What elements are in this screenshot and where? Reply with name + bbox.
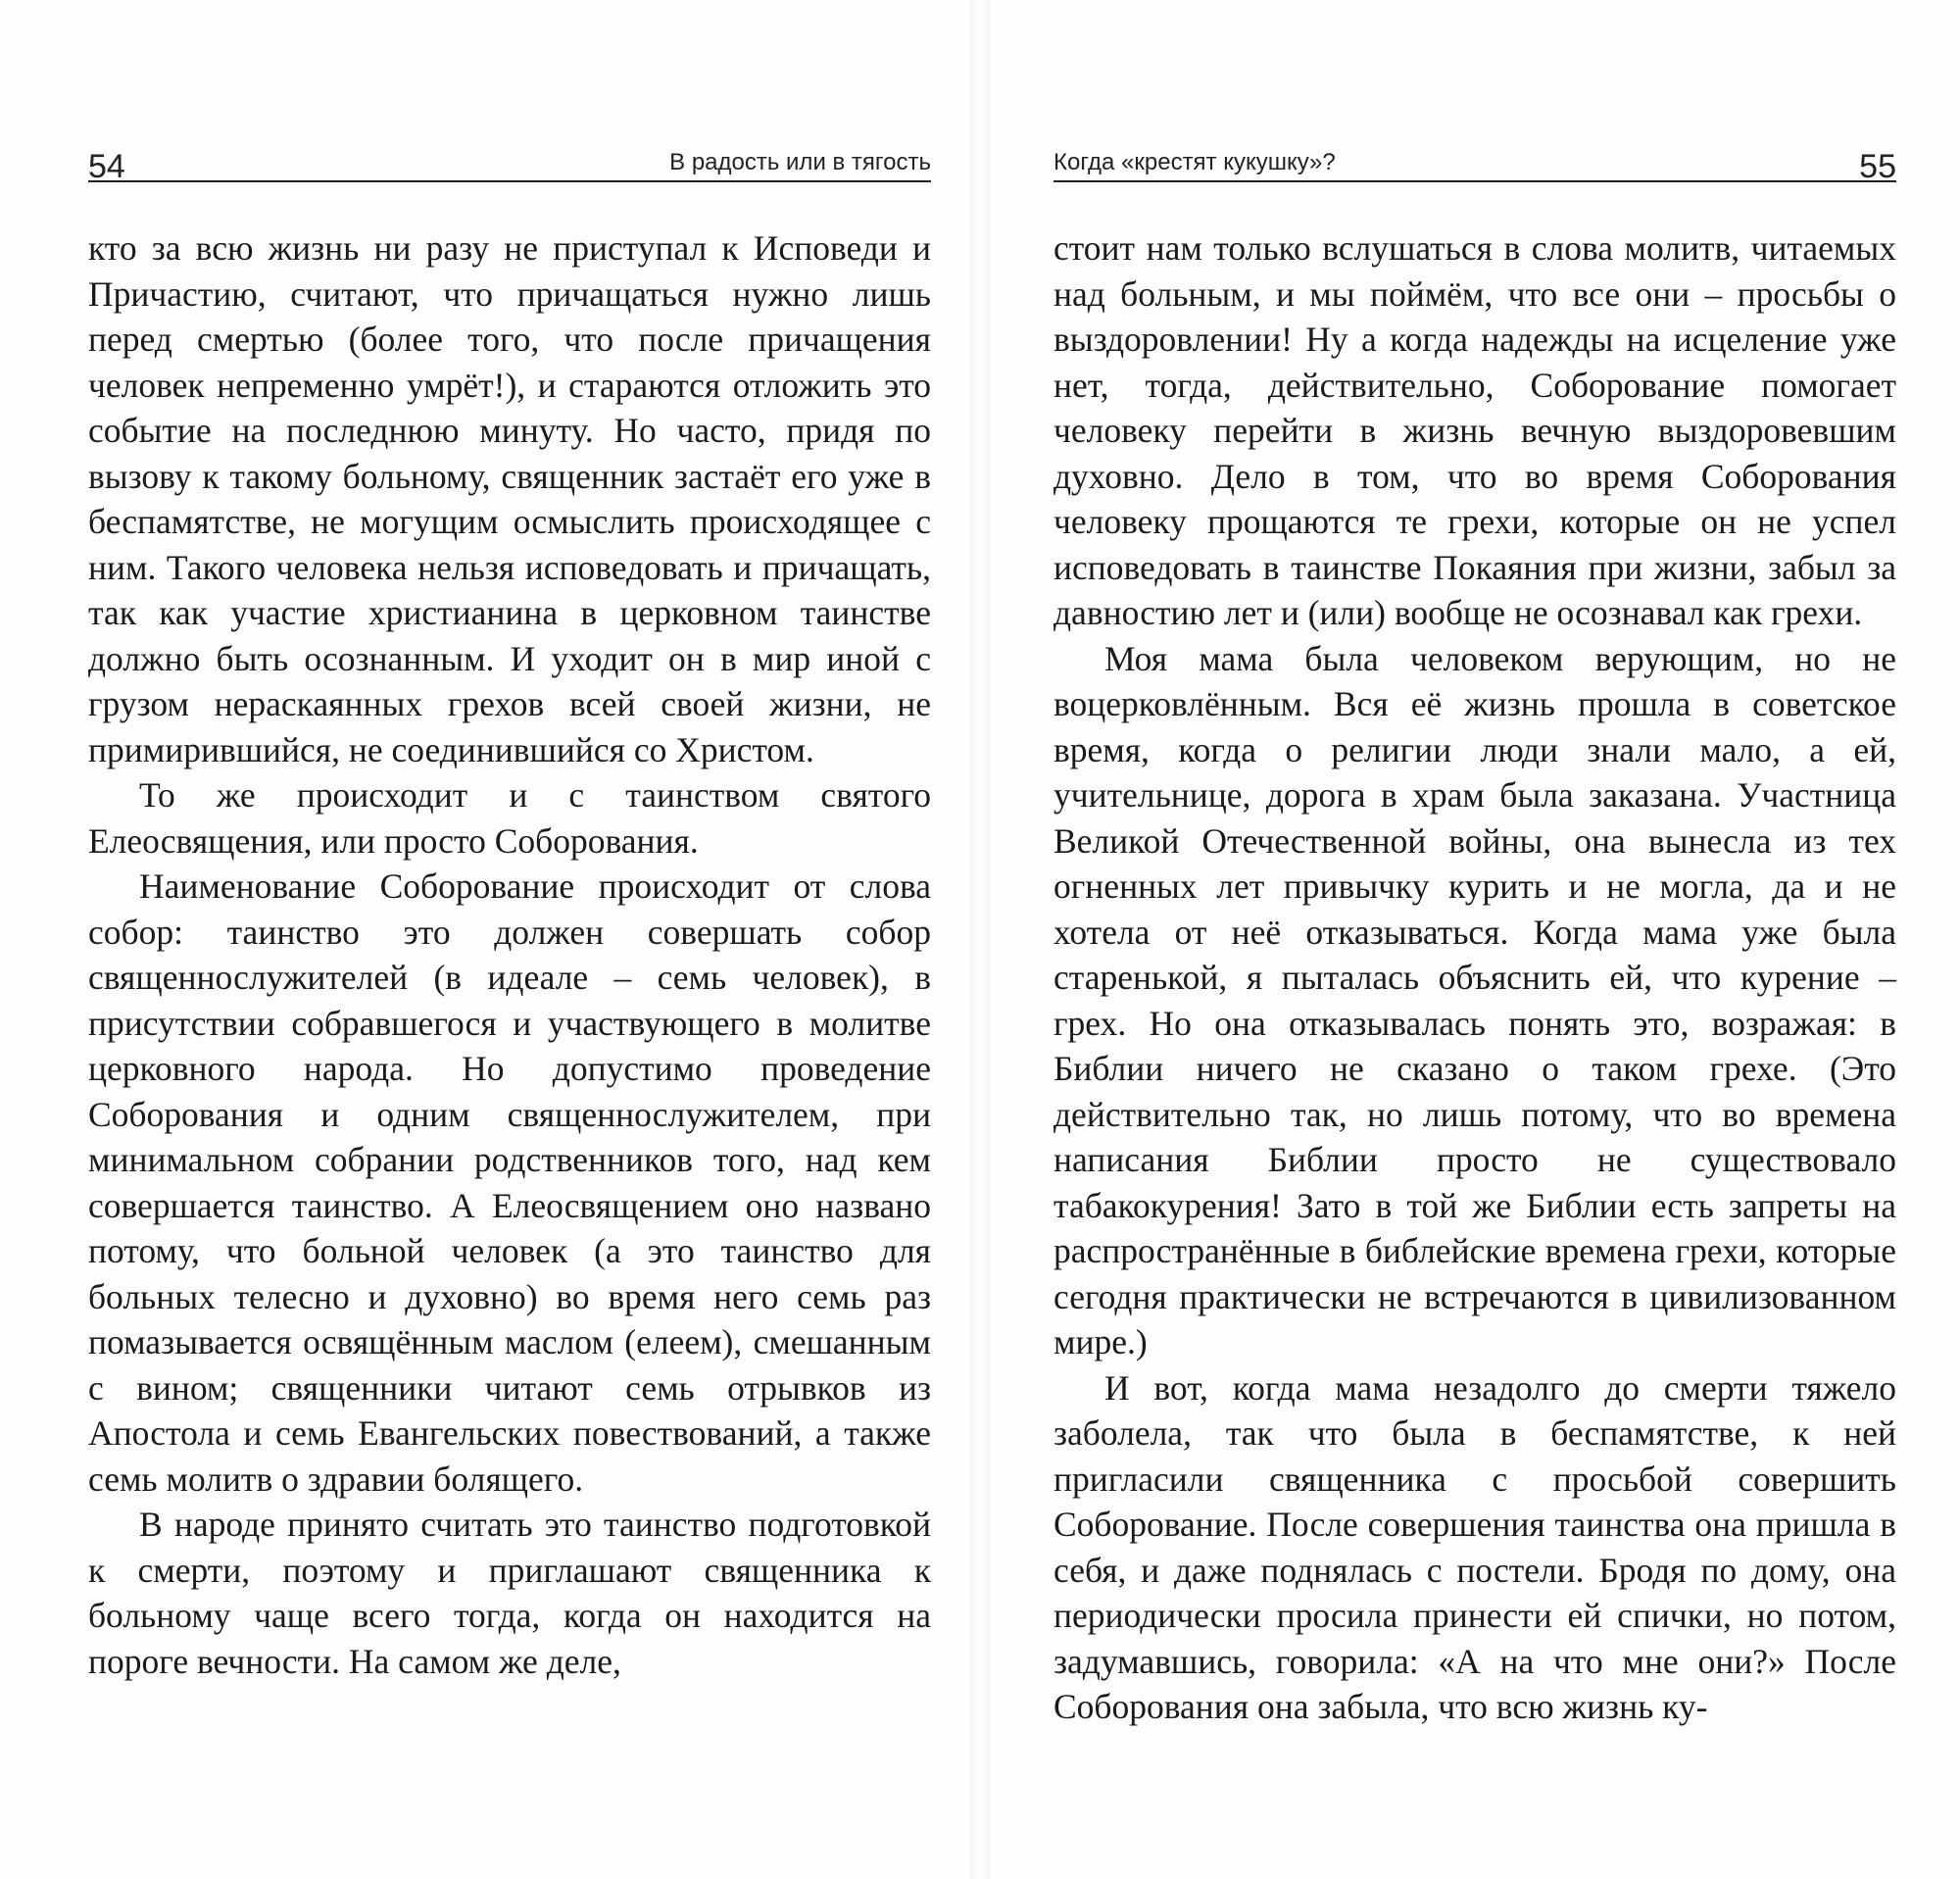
- right-paragraph-1: стоит нам только вслушаться в слова молитв, читаемых над больным, и мы поймём, что все они – просьбы о выздоровлении! Ну а когда надежды на исцеление уже нет, тогда, действительно, Соборование помогает человеку перейти в жизнь вечную выздоровевшим духовно. Дело в том, что во время Соборования человеку прощаются те грехи, которые он не успел исповедовать в таинстве Покаяния при жизни, забыл за давностию лет и (или) вообще не осознавал как грехи.: [1054, 228, 1896, 632]
- right-paragraph-2: Моя мама была человеком верующим, но не воцерковлённым. Вся её жизнь прошла в советское время, когда о религии люди знали мало, а ей, учительнице, дорога в храм была заказана. Участница Великой Отечественной войны, она вынесла из тех огненных лет привычку курить и не могла, да и не хотела от неё отказываться. Когда мама уже была старенькой, я пыталась объяснить ей, что курение – грех. Но она отказывалась понять это, возражая: в Библии ничего не сказано о таком грехе. (Это действительно так, но лишь потому, что во времена написания Библии просто не существовало табакокурения! Зато в той же Библии есть запреты на распространённые в библейские времена грехи, которые сегодня практически не встречаются в цивилизованном мире.): [1054, 638, 1896, 1361]
- book-gutter: [970, 0, 990, 1879]
- left-paragraph-4: В народе принято считать это таинство подготовкой к смерти, поэтому и приглашают священника к больному чаще всего тогда, когда он находится на пороге вечности. На самом же деле,: [88, 1505, 931, 1681]
- right-page-number: 55: [1859, 148, 1896, 185]
- left-running-title: В радость или в тягость: [669, 149, 931, 175]
- right-paragraph-3: И вот, когда мама незадолго до смерти тяжело заболела, так что была в беспамятстве, к ней пригласили священника с просьбой совершить Соборование. После совершения таинства она пришла в себя, и даже поднялась с постели. Бродя по дому, она периодически просила принести ей спички, но потом, задумавшись, говорила: «А на что мне они?» После Соборования она забыла, что всю жизнь ку-: [1054, 1367, 1896, 1726]
- right-page: [1054, 137, 1896, 1730]
- left-paragraph-3: Наименование Соборование происходит от слова собор: таинство это должен совершать собор священнослужителей (в идеале – семь человек), в присутствии собравшегося и участвующего в молитве церковного народа. Но допустимо проведение Соборования и одним священнослужителем, при минимальном собрании родственников того, над кем совершается таинство. А Елеосвящением оно названо потому, что больной человек (а это таинство для больных телесно и духовно) во время него семь раз помазывается освящённым маслом (елеем), смешанным с вином; священники читают семь отрывков из Апостола и семь Евангельских повествований, а также семь молитв о здравии болящего.: [88, 866, 931, 1499]
- left-page-number: 54: [88, 148, 125, 185]
- left-paragraph-1: кто за всю жизнь ни разу не приступал к Исповеди и Причастию, считают, что причащаться нужно лишь перед смертью (более того, что после причащения человек непременно умрёт!), и стараются отложить это событие на последнюю минуту. Но часто, придя по вызову к такому больному, священник застаёт его уже в беспамятстве, не могущим осмыслить происходящее с ним. Такого человека нельзя исповедовать и причащать, так как участие христианина в церковном таинстве должно быть осознанным. И уходит он в мир иной с грузом нераскаянных грехов всей своей жизни, не примирившийся, не соединившийся со Христом.: [88, 228, 931, 769]
- left-page: [88, 137, 931, 1684]
- left-paragraph-2: То же происходит и с таинством святого Елеосвящения, или просто Соборования.: [88, 775, 931, 861]
- right-running-title: Когда «крестят кукушку»?: [1054, 149, 1336, 175]
- right-body-text: [1054, 225, 1896, 1730]
- left-body-text: [88, 225, 931, 1684]
- right-running-head: [1054, 137, 1896, 185]
- left-running-head: [88, 137, 931, 185]
